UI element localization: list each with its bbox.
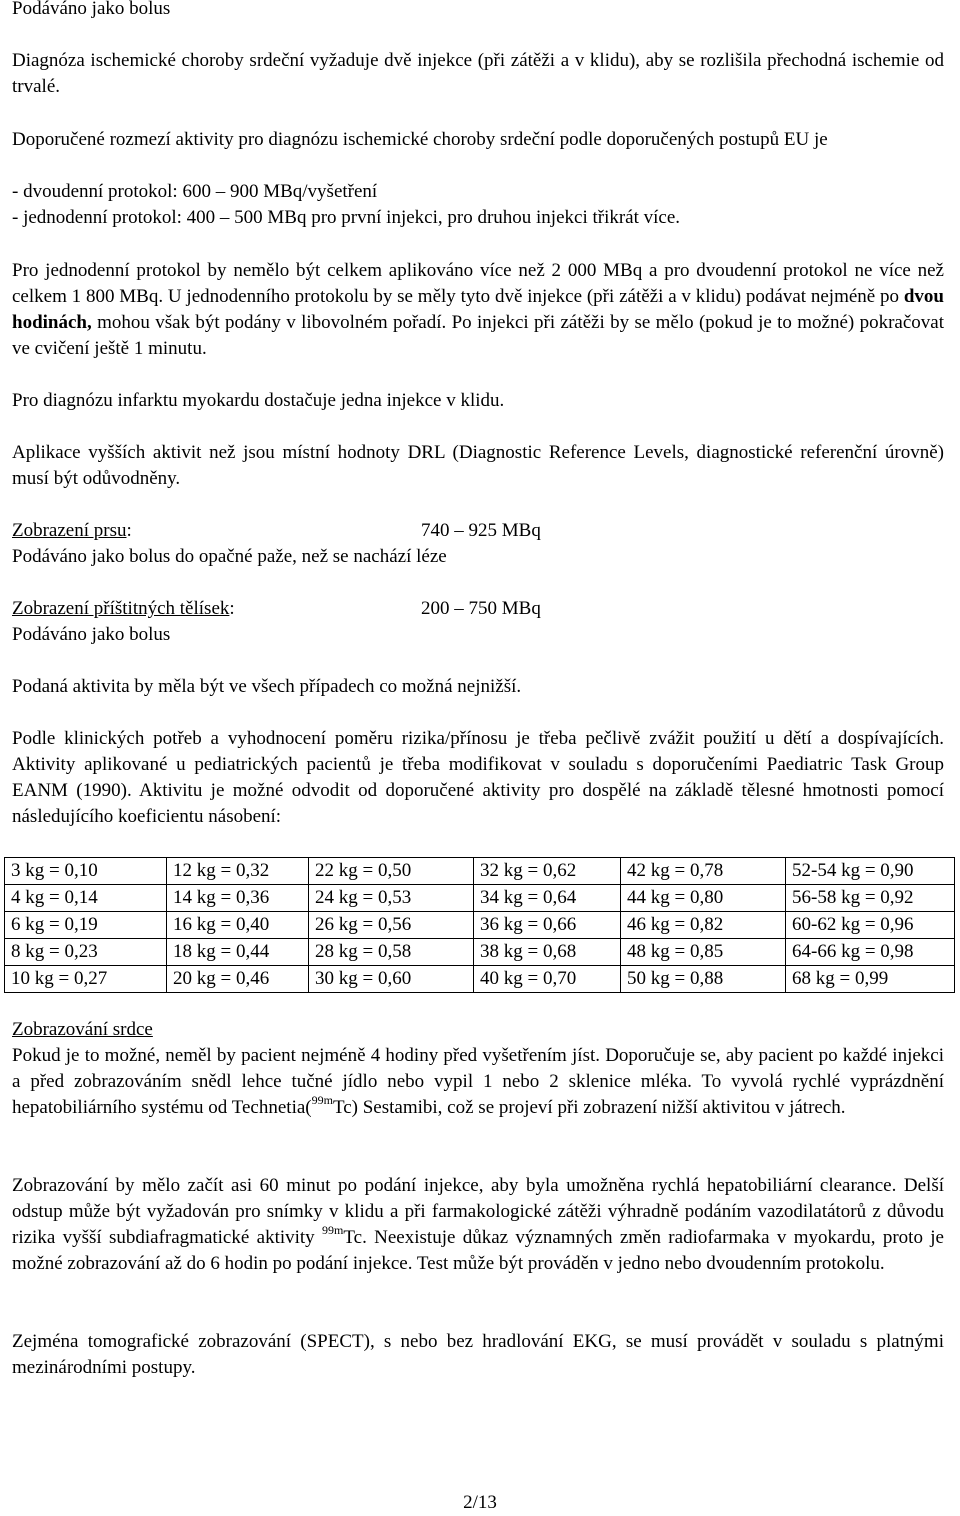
paragraph-heart-timing: Zobrazování by mělo začít asi 60 minut po podání injekce, aby byla umožněna rychlá hepatobiliární clearance. Delší odstup může být vyžadován pro snímky v klidu a při farmakologické zátěži výhradně podáním vazodilatátorů z důvodu rizika vyšší subdiafragmatické aktivity $^{99m}$Tc. Neexistuje důkaz významných změn radiofarmaka v myokardu, proto je možné zobrazování až do 6 hodin po podání injekce. Test může být prováděn v jedno nebo dvoudenním protokolu. [12,1175,944,1274]
table-row [5,885,955,912]
paragraph-protocol-limits: Pro jednodenní protokol by nemělo být celkem aplikováno více než 2 000 MBq a pro dvoudenní protokol ne více než celkem 1 800 MBq. U jednodenního protokolu by se měly tyto dvě injekce (při zátěži a v klidu) podávat nejméně po dvou hodinách, mohou však být podány v libovolném pořadí. Po injekci při zátěži by se mělo (pokud je to možné) pokračovat ve cvičení ještě 1 minutu. [12,260,944,359]
table-cell: 24 kg = 0,53 [309,885,474,912]
table-row [5,966,955,993]
paragraph-infarction: Pro diagnózu infarktu myokardu dostačuje jedna injekce v klidu. [12,390,505,411]
paragraph-spect: Zejména tomografické zobrazování (SPECT), s nebo bez hradlování EKG, se musí provádět v souladu s platnými mezinárodními postupy. [12,1331,944,1378]
table-cell: 16 kg = 0,40 [167,912,309,939]
table-cell: 32 kg = 0,62 [474,858,621,885]
table-cell: 68 kg = 0,99 [786,966,955,993]
table-row [5,939,955,966]
page-number: 2/13 [463,1492,497,1513]
table-row [5,912,955,939]
bolus-note: Podáváno jako bolus [12,0,171,19]
list-item-one-day: - jednodenní protokol: 400 – 500 MBq pro první injekci, pro druhou injekci třikrát více. [12,207,681,228]
pediatric-coefficient-table [4,857,955,993]
parathyroid-imaging-block: Zobrazení příštitných tělísek: 200 – 750 MBq Podáváno jako bolus [12,596,944,648]
table-cell: 18 kg = 0,44 [167,939,309,966]
paragraph-recommended-range: Doporučené rozmezí aktivity pro diagnózu ischemické choroby srdeční podle doporučených postupů EU je [12,129,828,150]
breast-imaging-value: 740 – 925 MBq [421,520,541,541]
table-cell: 52-54 kg = 0,90 [786,858,955,885]
table-cell: 6 kg = 0,19 [5,912,167,939]
paragraph-pediatric: Podle klinických potřeb a vyhodnocení poměru rizika/přínosu je třeba pečlivě zvážit použití u dětí a dospívajících. Aktivity aplikované u pediatrických pacientů je třeba modifikovat v souladu s doporučeními Paediatric Task Group EANM (1990). Aktivitu je možné odvodit od doporučené aktivity pro dospělé na základě tělesné hmotnosti pomocí následujícího koeficientu násobení: [12,728,944,827]
list-item-two-day: - dvoudenní protokol: 600 – 900 MBq/vyšetření [12,181,378,202]
table-cell: 14 kg = 0,36 [167,885,309,912]
paragraph-lowest-activity: Podaná aktivita by měla být ve všech případech co možná nejnižší. [12,676,522,697]
bold-two-hours: dvou hodinách, [12,286,944,333]
table-cell: 20 kg = 0,46 [167,966,309,993]
table-cell: 60-62 kg = 0,96 [786,912,955,939]
paragraph-heart-preparation: Pokud je to možné, neměl by pacient nejméně 4 hodiny před vyšetřením jíst. Doporučuje se, aby pacient po každé injekci a před zobrazováním snědl lehce tučné jídlo nebo vypil 1 nebo 2 sklenice mléka. To vyvolá rychlé vyprázdnění hepatobiliárního systému od Technetia($^{99m}$Tc) Sestamibi, což se projeví při zobrazení nižší aktivitou v játrech. [12,1045,944,1118]
table-cell: 48 kg = 0,85 [621,939,786,966]
table-cell: 22 kg = 0,50 [309,858,474,885]
table-cell: 56-58 kg = 0,92 [786,885,955,912]
table-cell: 38 kg = 0,68 [474,939,621,966]
breast-imaging-block: Zobrazení prsu: 740 – 925 MBq Podáváno jako bolus do opačné paže, než se nachází léze [12,518,944,570]
table-cell: 4 kg = 0,14 [5,885,167,912]
table-cell: 10 kg = 0,27 [5,966,167,993]
table-cell: 50 kg = 0,88 [621,966,786,993]
paragraph-diagnosis: Diagnóza ischemické choroby srdeční vyžaduje dvě injekce (při zátěži a v klidu), aby se rozlišila přechodná ischemie od trvalé. [12,50,944,97]
table-cell: 8 kg = 0,23 [5,939,167,966]
table-cell: 36 kg = 0,66 [474,912,621,939]
table-cell: 3 kg = 0,10 [5,858,167,885]
heart-imaging-heading: Zobrazování srdce [12,1019,153,1040]
table-cell: 26 kg = 0,56 [309,912,474,939]
parathyroid-imaging-label: Zobrazení příštitných tělísek [12,598,230,619]
paragraph-drl: Aplikace vyšších aktivit než jsou místní hodnoty DRL (Diagnostic Reference Levels, diagnostické referenční úrovně) musí být odůvodněny. [12,442,944,489]
table-cell: 12 kg = 0,32 [167,858,309,885]
table-cell: 42 kg = 0,78 [621,858,786,885]
table-row [5,858,955,885]
table-cell: 34 kg = 0,64 [474,885,621,912]
table-cell: 40 kg = 0,70 [474,966,621,993]
parathyroid-imaging-note: Podáváno jako bolus [12,624,171,645]
table-cell: 46 kg = 0,82 [621,912,786,939]
parathyroid-imaging-value: 200 – 750 MBq [421,598,541,619]
table-cell: 44 kg = 0,80 [621,885,786,912]
breast-imaging-label: Zobrazení prsu [12,520,127,541]
breast-imaging-note: Podáváno jako bolus do opačné paže, než se nachází léze [12,546,447,567]
table-cell: 64-66 kg = 0,98 [786,939,955,966]
table-cell: 28 kg = 0,58 [309,939,474,966]
table-cell: 30 kg = 0,60 [309,966,474,993]
